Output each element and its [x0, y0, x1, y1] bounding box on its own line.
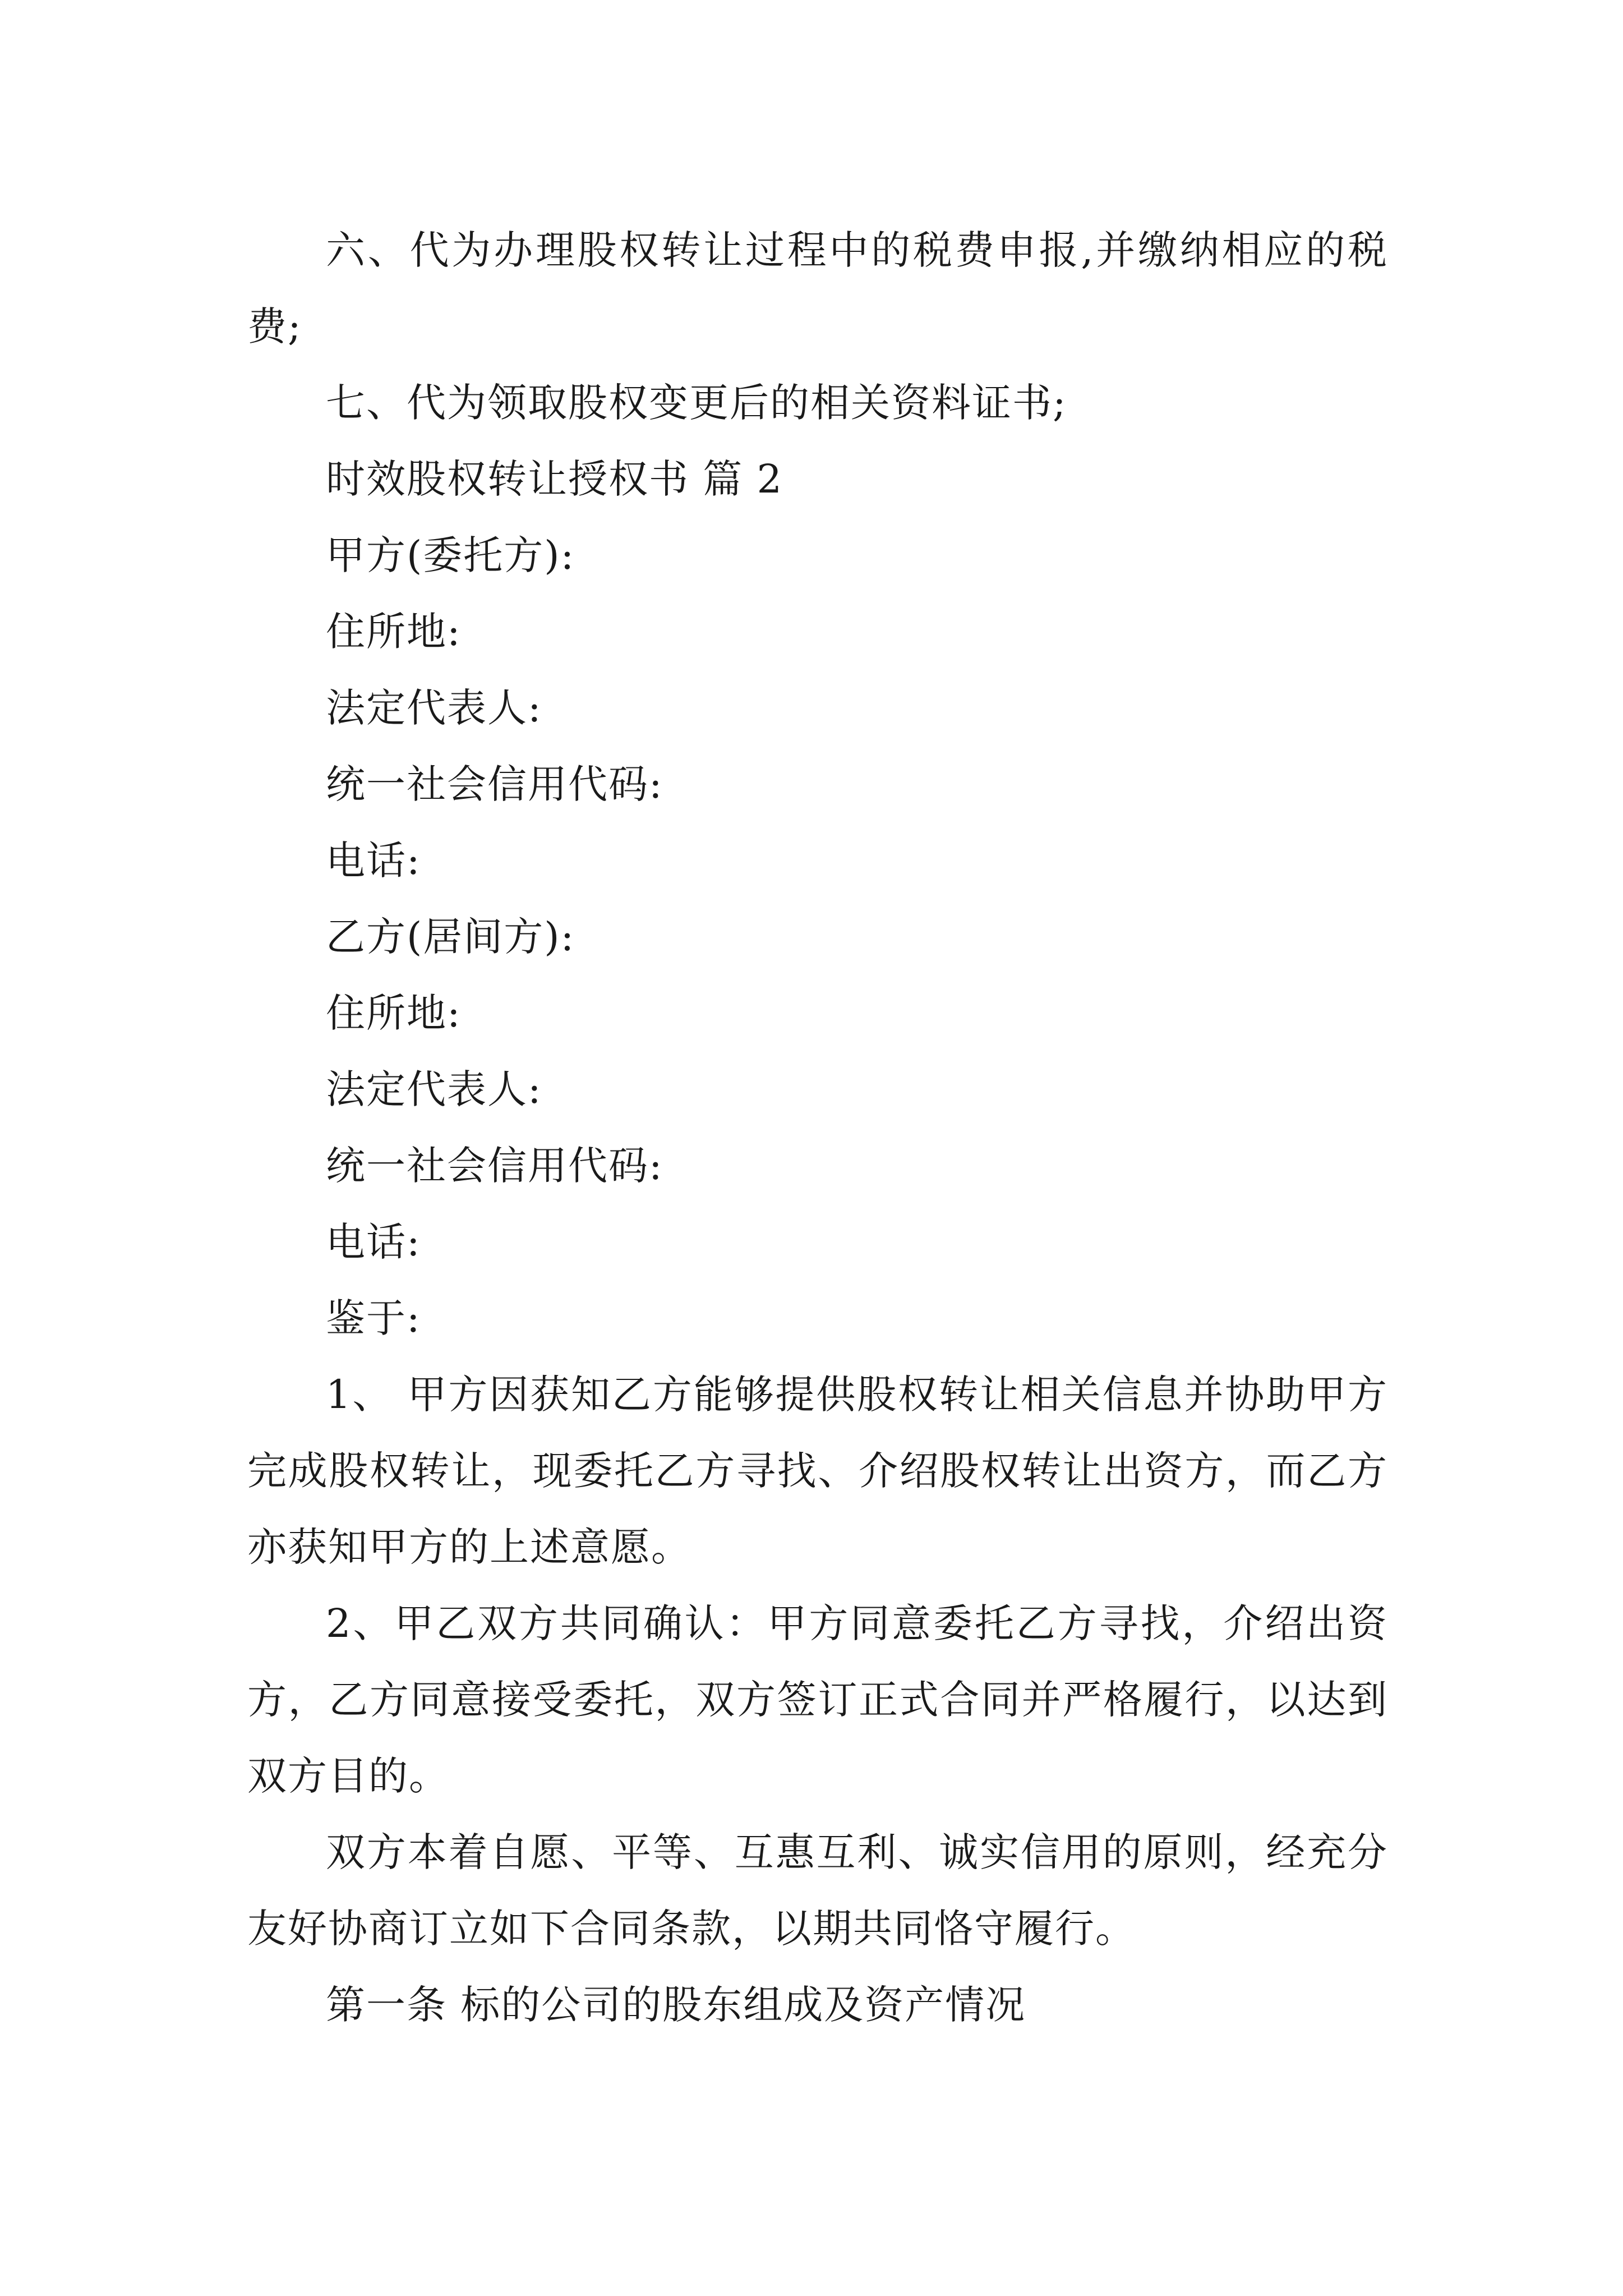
document-body	[247, 212, 1388, 2043]
party-a-address-label: 住所地:	[326, 609, 462, 655]
party-b-label: 乙方(居间方):	[326, 914, 575, 960]
article-1-heading: 第一条 标的公司的股东组成及资产情况	[326, 1982, 1026, 2028]
paragraph-tax-declaration: 六、代为办理股权转让过程中的税费申报,并缴纳相应的税费;	[247, 227, 1388, 349]
party-b-phone-label: 电话:	[326, 1219, 421, 1265]
recital-2: 2、甲乙双方共同确认：甲方同意委托乙方寻找，介绍出资方，乙方同意接受委托，双方签订正式合同并严格履行，以达到双方目的。	[247, 1600, 1388, 1799]
section-heading: 时效股权转让授权书 篇 2	[326, 456, 783, 502]
party-b-credit-code-label: 统一社会信用代码:	[326, 1143, 663, 1189]
party-b-address-label: 住所地:	[326, 990, 462, 1036]
party-a-credit-code-label: 统一社会信用代码:	[326, 761, 663, 807]
whereas-label: 鉴于:	[326, 1295, 421, 1341]
paragraph-certificate-collection: 七、代为领取股权变更后的相关资料证书;	[326, 380, 1067, 426]
party-a-representative-label: 法定代表人:	[326, 685, 542, 731]
recital-1: 1、 甲方因获知乙方能够提供股权转让相关信息并协助甲方完成股权转让，现委托乙方寻找、介绍股权转让出资方，而乙方亦获知甲方的上述意愿。	[247, 1372, 1388, 1570]
party-a-phone-label: 电话:	[326, 838, 421, 884]
party-b-representative-label: 法定代表人:	[326, 1066, 542, 1112]
party-a-label: 甲方(委托方):	[326, 532, 575, 578]
principles-paragraph: 双方本着自愿、平等、互惠互利、诚实信用的原则，经充分友好协商订立如下合同条款，以期共同恪守履行。	[247, 1829, 1388, 1952]
